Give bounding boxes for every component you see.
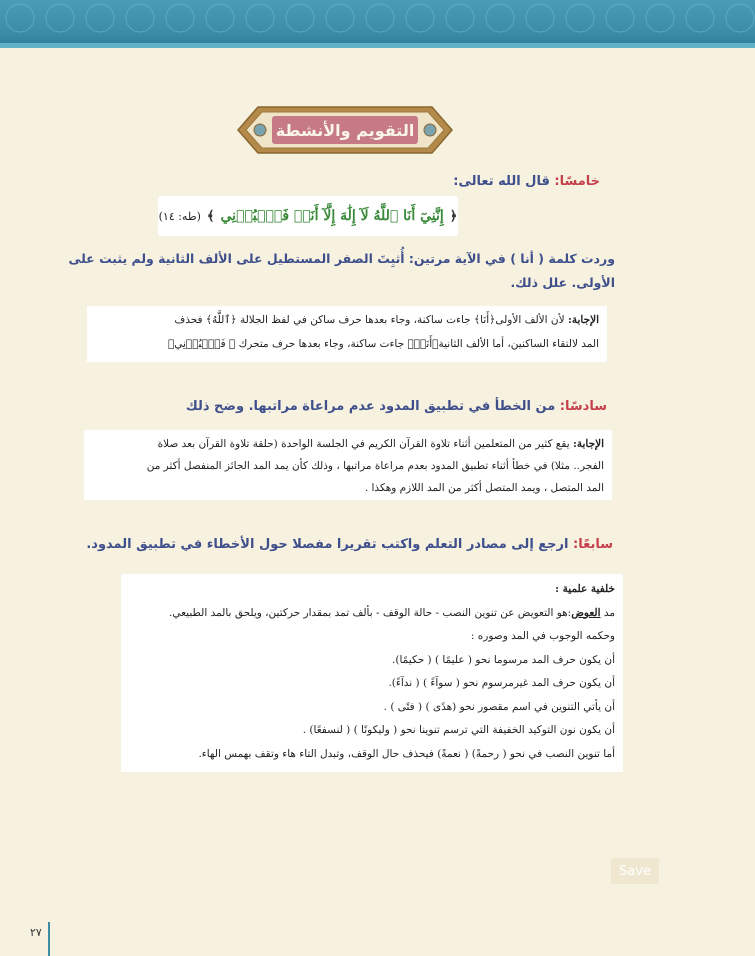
ornate-bracket-open-icon: ﴿ (449, 208, 458, 224)
answer-5-line-1: لأن الألف الأولى﴿أَنَا﴾ جاءت ساكنة، وجاء بعدها حرف ساكن في لفظ الجلالة ﴿ٱللَّهُ﴾ فحذف (174, 314, 565, 326)
background-line-5: أن يأتي التنوين في اسم مقصور نحو (هدًى ) ( فتًى ) . (383, 700, 615, 713)
background-title: خلفية علمية : (555, 583, 615, 595)
background-term: العوض (571, 606, 601, 619)
answer-6-box (84, 430, 612, 500)
quran-verse-box (158, 196, 458, 236)
decorative-header-band (0, 0, 755, 48)
ornate-bracket-close-icon: ﴾ (206, 208, 215, 224)
question-7-text: ارجع إلى مصادر التعلم واكتب تقريرا مفصلا حول الأخطاء في تطبيق المدود. (86, 537, 569, 552)
question-5-label: خامسًا: (554, 174, 600, 189)
answer-5-label: الإجابة: (567, 314, 599, 326)
question-5-line-1: وردت كلمة ( أنا ) في الآية مرتين: أُثبِتَ الصفر المستطيل على الألف الثانية ولم يثبت على (68, 251, 615, 266)
answer-6-line-1: يقع كثير من المتعلمين أثناء تلاوة القرآن الكريم في الجلسة الواحدة (حلقة تلاوة القرآن بعد صلاة (157, 438, 570, 450)
question-6-text: من الخطأ في تطبيق المدود عدم مراعاة مراتبها. وضح ذلك (185, 399, 556, 414)
answer-5-line-2: المد لالتقاء الساكنين، أما الألف الثانية﴿أَنَا۠﴾ جاءت ساكنة، وجاء بعدها حرف متحرك ﴿ فَٱعۡبُدۡنِي﴾ (167, 338, 599, 350)
ornament-pattern (0, 0, 755, 48)
answer-6-label: الإجابة: (572, 438, 604, 450)
background-line-6: أن يكون نون التوكيد الخفيفة التي ترسم تنوينا نحو ( وليكونًا ) ( لنسفعًا) . (302, 724, 615, 736)
answer-5-box (87, 306, 607, 362)
background-line-2: وحكمه الوجوب في المد وصوره : (470, 630, 615, 642)
background-line-7: أما تنوين النصب في نحو ( رحمةً) ( نعمةً) فيحذف حال الوقف، وتبدل التاء هاء وتقف بهمس الهاء. (198, 747, 615, 760)
verse-reference: (طه: ١٤) (158, 209, 201, 223)
background-line-3: أن يكون حرف المد مرسوما نحو ( عليمًا ) ( حكيمًا). (392, 653, 615, 666)
answer-6-line-3: المد المتصل ، ويمد المتصل أكثر من المد اللازم وهكذا . (364, 482, 604, 494)
question-5-heading (453, 174, 600, 189)
section-banner (236, 103, 454, 157)
page-number-rule (48, 922, 50, 956)
scientific-background-box (121, 574, 623, 772)
background-line-1 (129, 602, 615, 626)
page-number: ٢٧ (30, 926, 42, 939)
question-6-heading (186, 399, 607, 414)
section-title: التقويم والأنشطة (275, 120, 415, 140)
question-5-text (55, 247, 615, 295)
answer-6-line-2: الفجر.. مثلا) في خطأ أثناء تطبيق المدود بعدم مراعاة مراتبها ، وذلك كأن يمد المد الجائز المنفصل أكثر من (146, 460, 604, 472)
background-line-1-rest: :هو التعويض عن تنوين النصب - حالة الوقف - بألف تمد بمقدار حركتين، ويلحق بالمد الطبيعي. (169, 606, 572, 619)
background-line-1-prefix: مد (603, 606, 615, 619)
question-6-label: سادسًا: (559, 399, 607, 414)
question-7-heading (86, 537, 613, 552)
question-7-label: سابعًا: (573, 537, 613, 552)
question-5-line-2: الأولى. علل ذلك. (510, 275, 615, 290)
question-5-intro: قال الله تعالى: (453, 174, 550, 189)
quran-verse: إِنَّنِيٓ أَنَا ٱللَّهُ لَآ إِلَٰهَ إِلَّآ أَنَا۠ فَٱعۡبُدۡنِي (220, 208, 444, 224)
background-line-4: أن يكون حرف المد غيرمرسوم نحو ( سوآءً ) ( ندآءً). (388, 677, 615, 689)
save-button[interactable]: Save (611, 858, 659, 884)
